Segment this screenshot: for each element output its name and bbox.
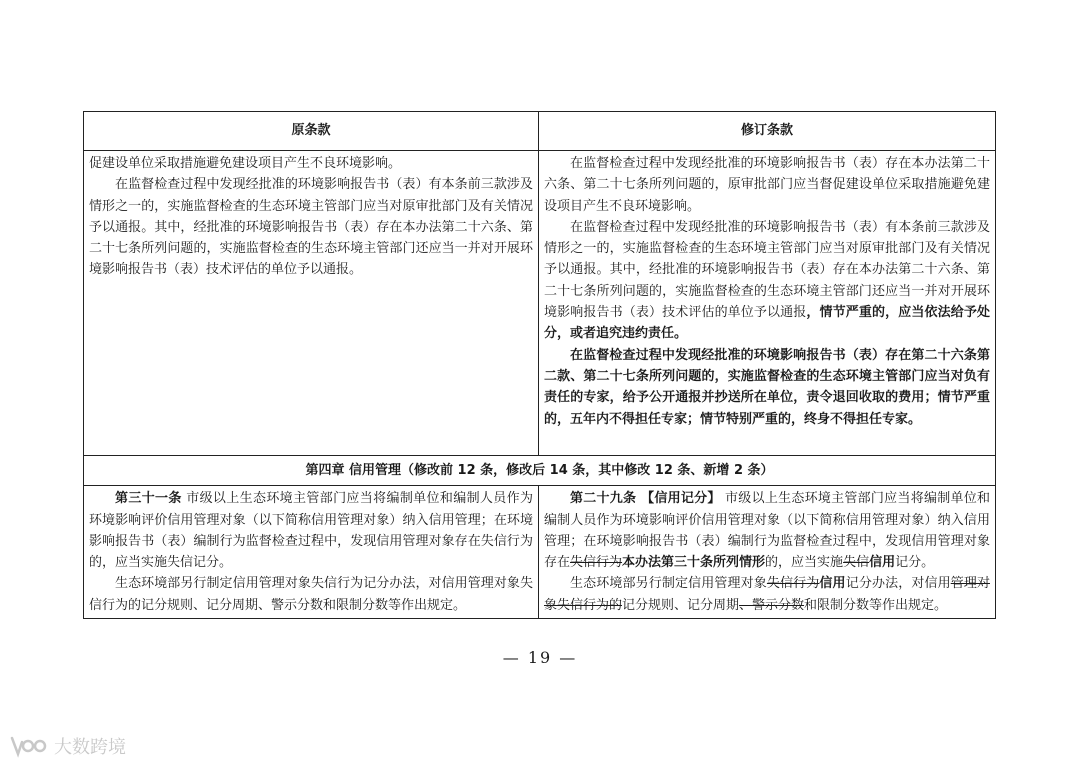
watermark — [8, 733, 126, 759]
table-row — [84, 151, 996, 456]
revised-cell — [539, 486, 996, 619]
watermark-text: 大数跨境 — [54, 737, 126, 758]
header-row — [84, 112, 996, 151]
deleted-text: 失信行为 — [766, 576, 820, 592]
paragraph: 生态环境部另行制定信用管理对象失信行为记分办法，对信用管理对象失信行为的记分规则、记分周期、警示分数和限制分数等作出规定。 — [89, 576, 533, 613]
added-text: 信用 — [819, 576, 846, 592]
deleted-text: 失信行为 — [570, 555, 623, 571]
page-number: — 19 — — [502, 648, 578, 667]
text-span: 的，应当实施 — [765, 555, 844, 571]
paragraph: 促建设单位采取措施避免建设项目产生不良环境影响。 — [89, 156, 402, 171]
text-span: 记分。 — [895, 555, 935, 571]
paragraph — [544, 488, 990, 573]
added-text: 信用 — [869, 555, 896, 571]
original-cell — [84, 151, 539, 456]
text-span: 市级以上生态环境主管部门应当将编制单位和编制人员作为环境影响评价信用管理对象（以下简称信用管理对象）纳入信用管理；在环境影响报告书（表）编制行为监督检查过程中，发现信用管理对象存在失信行为的，应当实施失信记分。 — [89, 491, 533, 571]
revised-cell — [539, 151, 996, 456]
paragraph — [89, 488, 533, 573]
chapter-heading: 第四章 信用管理（修改前 12 条，修改后 14 条，其中修改 12 条、新增 2 条） — [84, 456, 996, 486]
comparison-table — [83, 111, 996, 619]
added-text: 本办法第三十条所列情形 — [622, 555, 766, 571]
table-row — [84, 486, 996, 619]
header-revised: 修订条款 — [539, 112, 996, 151]
paragraph: 在监督检查过程中发现经批准的环境影响报告书（表）有本条前三款涉及情形之一的，实施监督检查的生态环境主管部门应当对原审批部门及有关情况予以通报。其中，经批准的环境影响报告书（表）存在本办法第二十六条、第二十七条所列问题的，实施监督检查的生态环境主管部门还应当一并对开展环境影响报告书（表）技术评估的单位予以通报。 — [89, 177, 533, 278]
text-span: 记分办法，对信用 — [845, 576, 951, 592]
paragraph — [544, 217, 990, 345]
added-paragraph: 在监督检查过程中发现经批准的环境影响报告书（表）存在第二十六条第二款、第二十七条所列问题的，实施监督检查的生态环境主管部门应当对负有责任的专家，给予公开通报并抄送所在单位，责令退回收取的费用；情节严重的，五年内不得担任专家；情节特别严重的，终身不得担任专家。 — [544, 347, 990, 427]
deleted-text: 、警示分数 — [739, 597, 805, 613]
text-span: 在监督检查过程中发现经批准的环境影响报告书（表）有本条前三款涉及情形之一的，实施监督检查的生态环境主管部门应当对原审批部门及有关情况予以通报。其中，经批准的环境影响报告书（表）存在本办法第二十六条、第二十七条所列问题的，实施监督检查的生态环境主管部门还应当一并对开展环境影响报告书（表）技术评估的单位予以通报 — [544, 219, 990, 321]
article-number: 第三十一条 — [115, 491, 182, 507]
added-text: ，情节严重的，应当依法给予处分，或者追究违约责任。 — [544, 305, 990, 342]
text-span: 市级以上生态环境主管部门应当将编制单位和编制人员作为环境影响评价信用管理对象（以下简称信用管理对象）纳入信用管理；在环境影响报告书（表）编制行为监督检查过程中，发现信用管理对象存在 — [544, 491, 990, 571]
text-span: 生态环境部另行制定信用管理对象 — [570, 576, 767, 592]
brand-logo-icon — [8, 734, 48, 758]
text-span: 记分规则、记分周期 — [622, 597, 740, 613]
deleted-text: 管理对象失信行为的 — [544, 576, 990, 613]
header-original: 原条款 — [84, 112, 539, 151]
article-number: 第二十九条 【信用记分】 — [570, 491, 721, 507]
chapter-row — [84, 456, 996, 486]
original-cell — [84, 486, 539, 619]
paragraph — [544, 573, 990, 616]
deleted-text: 失信 — [843, 555, 870, 571]
paragraph: 在监督检查过程中发现经批准的环境影响报告书（表）存在本办法第二十六条、第二十七条所列问题的，原审批部门应当督促建设单位采取措施避免建设项目产生不良环境影响。 — [544, 156, 990, 214]
text-span: 和限制分数等作出规定。 — [804, 597, 948, 613]
